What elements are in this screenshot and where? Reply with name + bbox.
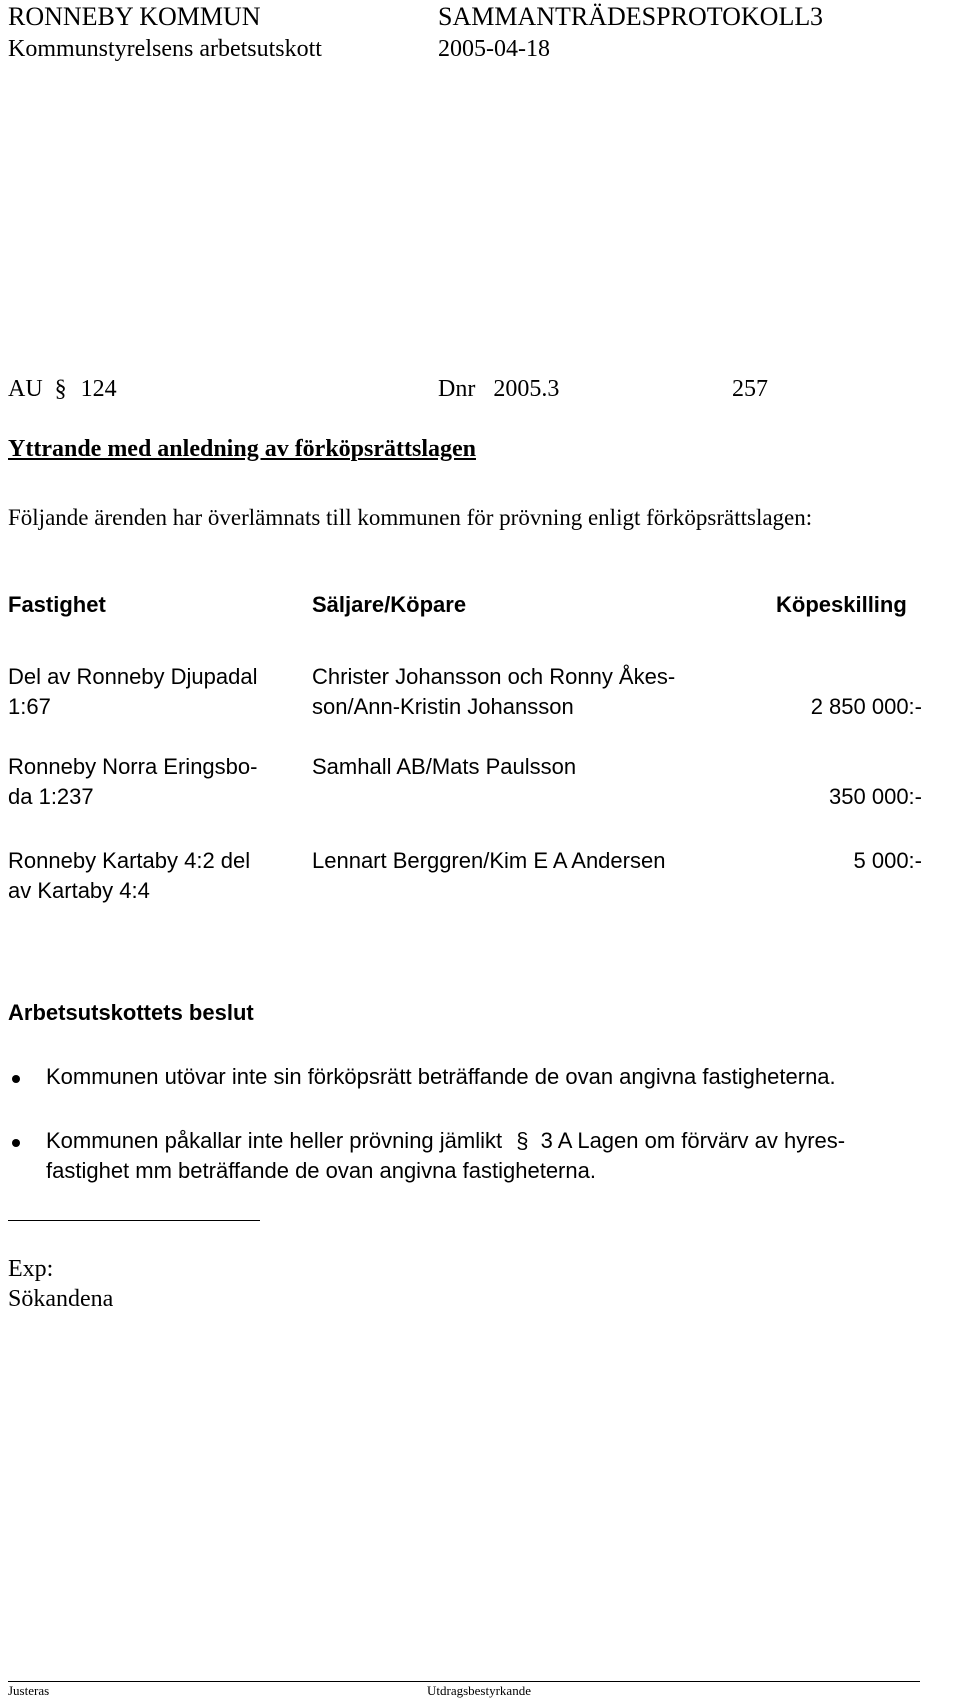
document-type: SAMMANTRÄDESPROTOKOLL [438, 2, 811, 31]
committee-name: Kommunstyrelsens arbetsutskott [8, 36, 322, 62]
case-reference [8, 376, 117, 403]
decision-item-text: Kommunen påkallar inte heller prövning jämlikt [46, 1128, 503, 1153]
table-row-property: da 1:237 [8, 784, 94, 809]
separator-line [8, 1220, 260, 1221]
section-sign: § [516, 1128, 529, 1153]
exp-label: Exp: [8, 1256, 54, 1282]
dnr [438, 376, 559, 403]
org-name: RONNEBY KOMMUN [8, 2, 261, 31]
au-label: AU [8, 376, 43, 402]
table-row-property: 1:67 [8, 694, 51, 719]
table-row-parties: son/Ann-Kristin Johansson [312, 694, 574, 719]
table-row-price: 2 850 000:- [810, 694, 922, 719]
utdrag-label: Utdragsbestyrkande [427, 1683, 531, 1698]
decision-item [46, 1128, 845, 1154]
table-row-property: Ronneby Norra Eringsbo- [8, 754, 258, 779]
table-row-property: av Kartaby 4:4 [8, 878, 150, 903]
decision-item-continuation: fastighet mm beträffande de ovan angivna fastigheterna. [46, 1158, 596, 1183]
dnr-suffix: 257 [732, 376, 768, 402]
section-sign: § [54, 376, 67, 402]
meeting-date: 2005-04-18 [438, 36, 550, 62]
table-row-parties: Samhall AB/Mats Paulsson [312, 754, 577, 779]
table-row-property: Del av Ronneby Djupadal [8, 664, 258, 689]
dnr-value: 2005.3 [493, 376, 560, 402]
bullet-icon [12, 1075, 20, 1083]
justeras-label: Justeras [8, 1683, 50, 1698]
decision-heading: Arbetsutskottets beslut [8, 1000, 254, 1025]
table-row-price: 5 000:- [853, 848, 922, 873]
table-row-parties: Lennart Berggren/Kim E A Andersen [312, 848, 666, 873]
intro-text: Följande ärenden har överlämnats till kommunen för prövning enligt förköpsrättslagen: [8, 505, 813, 530]
col-header-price: Köpeskilling [776, 592, 907, 617]
footer-line [8, 1681, 920, 1682]
page-title: Yttrande med anledning av förköpsrättslagen [8, 436, 477, 462]
bullet-icon [12, 1139, 20, 1147]
decision-item-text: 3 A Lagen om förvärv av hyres- [540, 1128, 846, 1153]
col-header-parties: Säljare/Köpare [312, 592, 467, 617]
dnr-label: Dnr [438, 376, 476, 402]
exp-recipients: Sökandena [8, 1286, 114, 1312]
table-row-property: Ronneby Kartaby 4:2 del [8, 848, 251, 873]
table-row-price: 350 000:- [829, 784, 922, 809]
decision-item: Kommunen utövar inte sin förköpsrätt beträffande de ovan angivna fastigheterna. [46, 1064, 836, 1089]
col-header-property: Fastighet [8, 592, 106, 617]
page-number: 3 [810, 2, 823, 31]
table-row-parties: Christer Johansson och Ronny Åkes- [312, 664, 676, 689]
au-number: 124 [80, 376, 117, 402]
